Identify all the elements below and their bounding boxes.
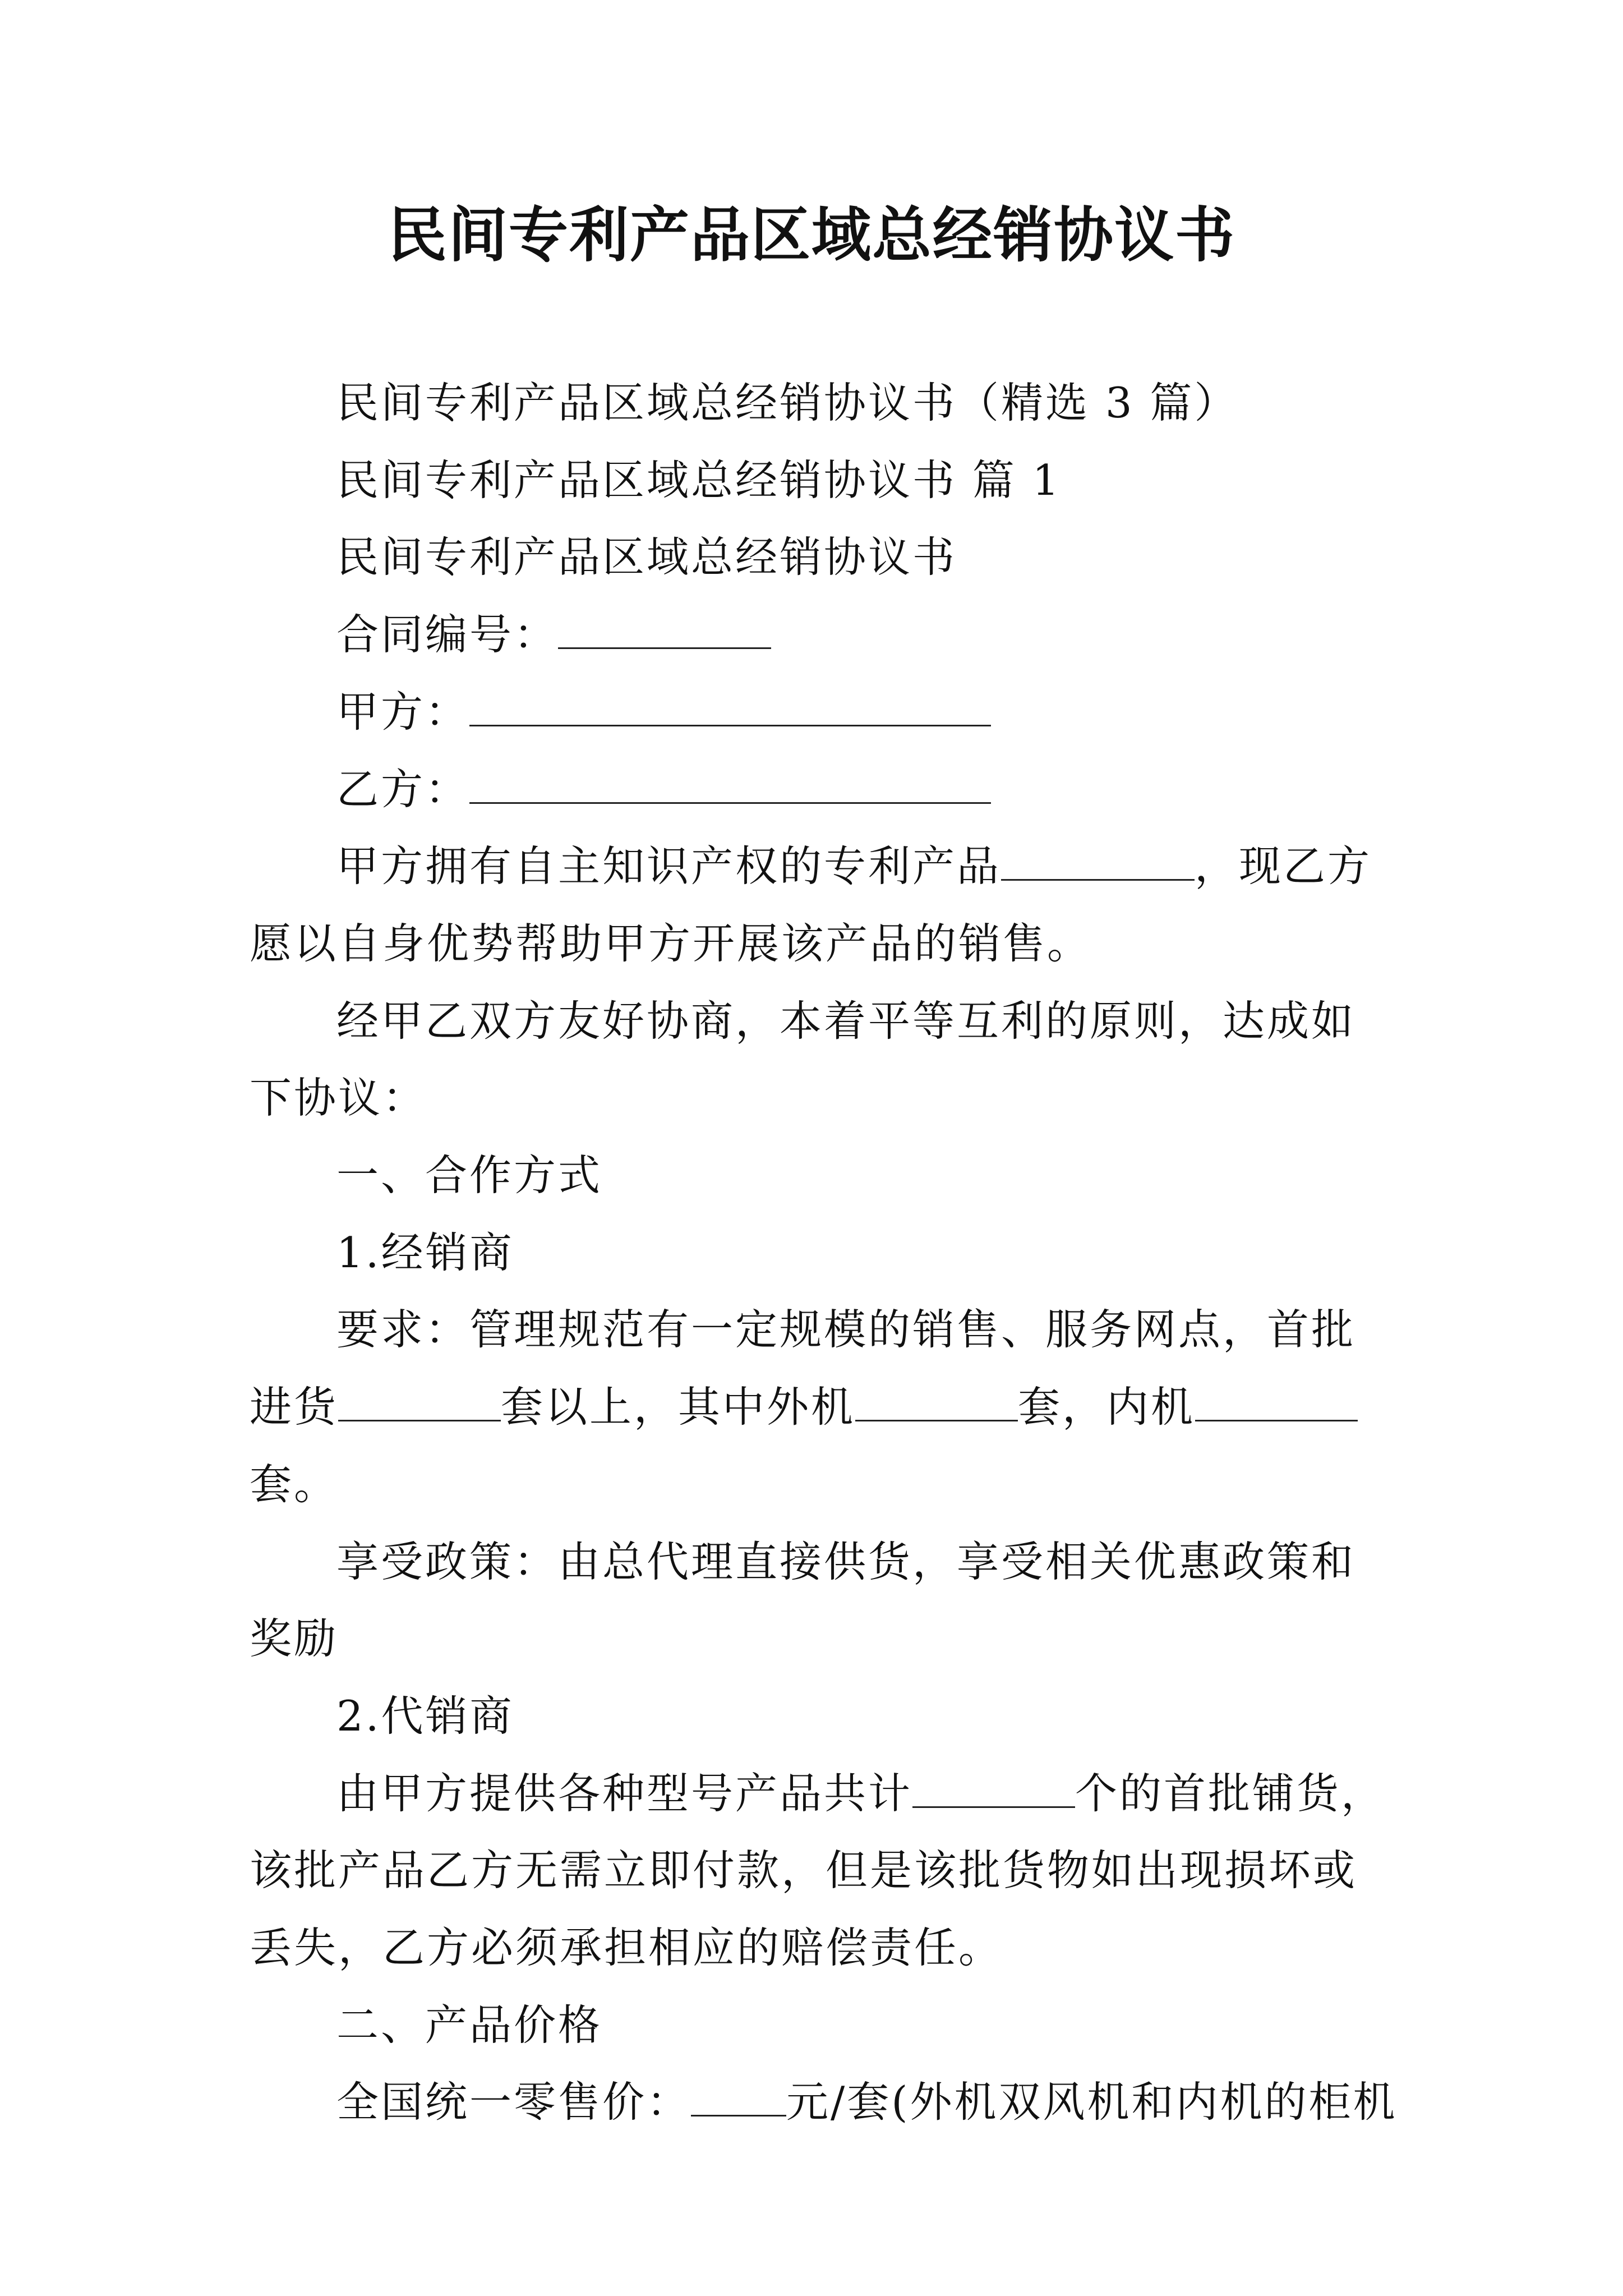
retail-price-blank <box>691 2081 786 2116</box>
party-b-blank <box>469 769 991 804</box>
product-count-blank <box>912 1773 1075 1808</box>
party-a-blank <box>469 691 991 726</box>
section-heading-cooperation: 一、合作方式 <box>336 1151 603 1200</box>
document-body <box>250 365 1398 2141</box>
contract-number-line <box>250 596 1388 674</box>
contract-number-blank <box>558 614 771 649</box>
paragraph-negotiation: 经甲乙双方友好协商，本着平等互利的原则，达成如下协议： <box>250 996 1356 1123</box>
product-name-blank <box>1001 845 1195 881</box>
text-run: 要求：管理规范有一定规模的销售、服务网点，首批进货 <box>250 1305 1356 1432</box>
outdoor-unit-blank <box>855 1386 1018 1421</box>
text-run: 甲方拥有自主知识产权的专利产品 <box>336 841 1002 891</box>
indoor-unit-blank <box>1195 1386 1358 1421</box>
paragraph-consignment-terms <box>250 1755 1388 1987</box>
party-a-label: 甲方： <box>336 687 470 737</box>
paragraph-retail-price <box>250 2064 1398 2141</box>
item-heading-distributor: 1.经销商 <box>336 1227 514 1277</box>
paragraph-part-heading: 民间专利产品区域总经销协议书 篇 1 <box>336 455 1062 505</box>
paragraph-distributor-requirements <box>250 1291 1388 1523</box>
paragraph-distributor-policy: 享受政策：由总代理直接供货，享受相关优惠政策和奖励 <box>250 1536 1356 1664</box>
paragraph-agreement-name: 民间专利产品区域总经销协议书 <box>336 532 957 582</box>
party-b-line <box>250 751 1388 829</box>
paragraph-patent-product <box>250 828 1388 982</box>
text-run: 元/套(外机双风机和内机的柜机 <box>786 2077 1398 2127</box>
text-run: ，现乙方愿以自身优势帮助甲方开展该产品的销售。 <box>250 841 1372 968</box>
document-title: 民间专利产品区域总经销协议书 <box>388 201 1235 270</box>
text-run: 个的首批铺货，该批产品乙方无需立即付款，但是该批货物如出现损坏或丢失，乙方必须承担相应的赔偿责任。 <box>250 1768 1386 1973</box>
text-run: 全国统一零售价： <box>336 2077 691 2127</box>
text-run: 由甲方提供各种型号产品共计 <box>336 1768 913 1818</box>
first-batch-blank <box>338 1386 501 1421</box>
item-heading-consignment: 2.代销商 <box>336 1691 514 1741</box>
paragraph-subtitle: 民间专利产品区域总经销协议书（精选 3 篇） <box>336 378 1239 427</box>
party-a-line <box>250 674 1388 751</box>
text-run: 套。 <box>250 1459 339 1509</box>
section-heading-price: 二、产品价格 <box>336 2000 603 2050</box>
contract-number-label: 合同编号： <box>336 610 559 660</box>
party-b-label: 乙方： <box>336 764 470 814</box>
text-run: 套，内机 <box>1018 1382 1196 1432</box>
text-run: 套以上，其中外机 <box>501 1382 856 1432</box>
